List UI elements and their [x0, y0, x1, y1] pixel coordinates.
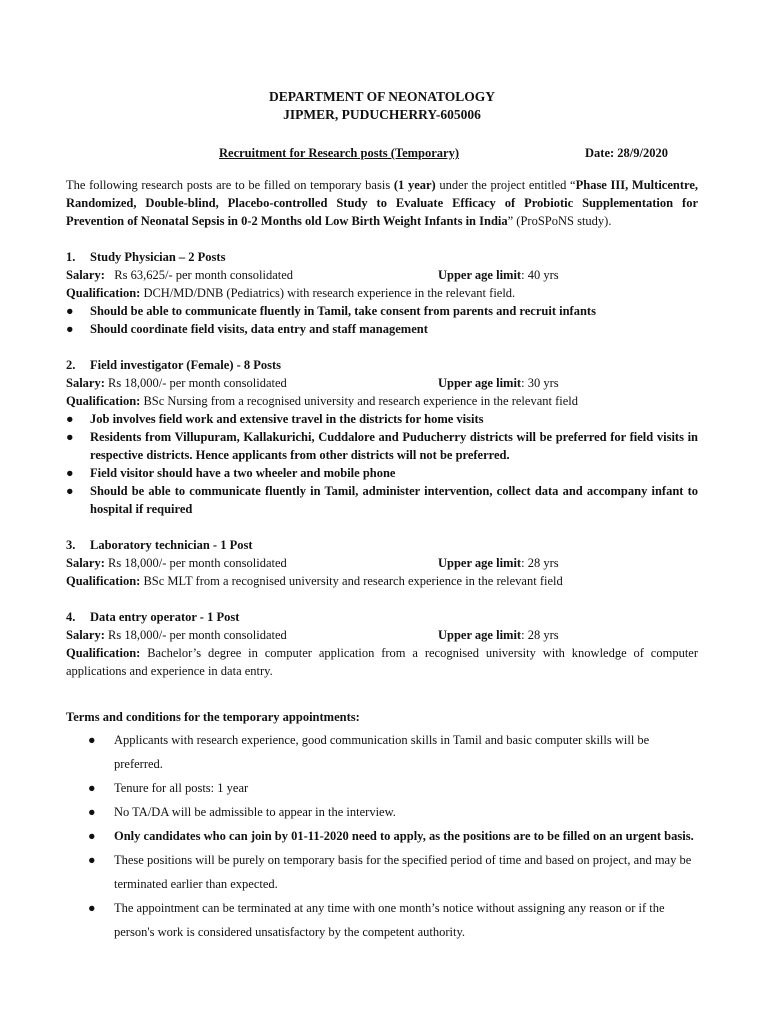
salary-value: Rs 18,000/- per month consolidated — [108, 556, 287, 570]
post-section-field-investigator — [66, 356, 698, 518]
department-name: DEPARTMENT OF NEONATOLOGY — [268, 89, 496, 104]
institute-address: JIPMER, PUDUCHERRY-605006 — [283, 107, 481, 122]
qualification-value: BSc MLT from a recognised university and research experience in the relevant field — [143, 574, 563, 588]
intro-paragraph — [66, 176, 698, 230]
terms-list — [66, 728, 698, 944]
intro-text-3: ” (ProSPoNS study). — [507, 214, 612, 228]
terms-heading: Terms and conditions for the temporary appointments: — [66, 710, 360, 724]
bullet-icon: ● — [66, 430, 74, 444]
list-item-text: Should coordinate field visits, data entry and staff management — [90, 322, 428, 336]
bullet-icon: ● — [88, 853, 96, 867]
bullet-icon: ● — [88, 901, 96, 915]
age-limit — [438, 266, 559, 284]
age-label: Upper age limit — [438, 556, 522, 570]
post-number: 1. — [66, 250, 76, 264]
list-item — [66, 848, 698, 896]
bullet-icon: ● — [66, 412, 74, 426]
list-item — [66, 824, 698, 848]
list-item-text: Should be able to communicate fluently in Tamil, administer intervention, collect data and accompany infant to hospital if required — [90, 484, 698, 516]
qualification-label: Qualification: — [66, 286, 141, 300]
list-item — [66, 896, 698, 944]
list-item — [66, 464, 698, 482]
post-title: Laboratory technician - 1 Post — [90, 538, 253, 552]
bullet-icon: ● — [88, 805, 96, 819]
age-value: : 28 yrs — [521, 556, 559, 570]
list-item-text: These positions will be purely on temporary basis for the specified period of time and based on project, and may be terminated earlier than expected. — [114, 853, 692, 891]
qualification-value: BSc Nursing from a recognised university and research experience in the relevant field — [143, 394, 578, 408]
qualification-label: Qualification: — [66, 574, 141, 588]
post-number: 4. — [66, 610, 76, 624]
age-limit — [438, 554, 559, 572]
list-item-text: Job involves field work and extensive travel in the districts for home visits — [90, 412, 484, 426]
qualification-row — [66, 644, 698, 680]
age-limit — [438, 374, 559, 392]
qualification-label: Qualification: — [66, 394, 141, 408]
list-item — [66, 776, 698, 800]
project-title: Phase III, Multicentre, Randomized, Double-blind, Placebo-controlled Study to Evaluate Efficacy of Probiotic Supplementation for Prevention of Neonatal Sepsis in 0-2 Months old Low Birth Weight Infants in India — [66, 178, 698, 228]
salary-value: Rs 18,000/- per month consolidated — [108, 376, 287, 390]
bullet-icon: ● — [88, 829, 96, 843]
post-number: 2. — [66, 358, 76, 372]
post-heading — [66, 608, 698, 626]
intro-text-1: The following research posts are to be filled on temporary basis — [66, 178, 394, 192]
salary-value: Rs 18,000/- per month consolidated — [108, 628, 287, 642]
intro-text-2: under the project entitled “ — [435, 178, 576, 192]
age-limit — [438, 626, 559, 644]
qualification-value: Bachelor’s degree in computer application from a recognised university with knowledge of computer applications and experience in data entry. — [66, 646, 699, 678]
list-item-text: No TA/DA will be admissible to appear in the interview. — [114, 805, 396, 819]
post-heading — [66, 356, 698, 374]
recruitment-row — [66, 144, 698, 162]
salary-row — [66, 266, 698, 284]
duty-list — [66, 410, 698, 518]
post-heading — [66, 248, 698, 266]
bullet-icon: ● — [66, 466, 74, 480]
salary-row — [66, 554, 698, 572]
qualification-row — [66, 284, 698, 302]
age-value: : 28 yrs — [521, 628, 559, 642]
post-heading — [66, 536, 698, 554]
recruitment-title: Recruitment for Research posts (Temporary) — [219, 146, 459, 160]
age-label: Upper age limit — [438, 628, 522, 642]
list-item — [66, 482, 698, 518]
bullet-icon: ● — [88, 781, 96, 795]
salary-row — [66, 626, 698, 644]
document-page — [66, 88, 698, 944]
list-item-text: Residents from Villupuram, Kallakurichi, Cuddalore and Puducherry districts will be preferred for field visits in respective districts. Hence applicants from other districts will not be preferred. — [90, 430, 698, 462]
salary-label: Salary: — [66, 376, 105, 390]
qualification-row — [66, 392, 698, 410]
list-item — [66, 320, 698, 338]
qualification-label: Qualification: — [66, 646, 141, 660]
list-item — [66, 800, 698, 824]
post-title: Data entry operator - 1 Post — [90, 610, 240, 624]
list-item-text: Tenure for all posts: 1 year — [114, 781, 249, 795]
list-item — [66, 428, 698, 464]
list-item-text: The appointment can be terminated at any time with one month’s notice without assigning any reason or if the person's work is considered unsatisfactory by the competent authority. — [114, 901, 665, 939]
age-label: Upper age limit — [438, 268, 522, 282]
age-value: : 30 yrs — [521, 376, 559, 390]
salary-label: Salary: — [66, 268, 105, 282]
post-number: 3. — [66, 538, 76, 552]
post-section-data-entry-operator — [66, 608, 698, 680]
list-item-text: Only candidates who can join by 01-11-2020 need to apply, as the positions are to be filled on an urgent basis. — [114, 829, 694, 843]
age-label: Upper age limit — [438, 376, 522, 390]
intro-duration: (1 year) — [393, 178, 436, 192]
bullet-icon: ● — [66, 322, 74, 336]
post-section-study-physician — [66, 248, 698, 338]
bullet-icon: ● — [66, 304, 74, 318]
list-item-text: Should be able to communicate fluently in Tamil, take consent from parents and recruit infants — [90, 304, 596, 318]
document-header — [66, 88, 698, 124]
duty-list — [66, 302, 698, 338]
list-item — [66, 728, 698, 776]
list-item — [66, 302, 698, 320]
notice-date: Date: 28/9/2020 — [585, 146, 668, 160]
list-item — [66, 410, 698, 428]
post-section-lab-technician — [66, 536, 698, 590]
bullet-icon: ● — [88, 733, 96, 747]
salary-value: Rs 63,625/- per month consolidated — [114, 268, 294, 282]
age-value: : 40 yrs — [521, 268, 559, 282]
qualification-row — [66, 572, 698, 590]
list-item-text: Applicants with research experience, good communication skills in Tamil and basic computer skills will be preferred. — [114, 733, 650, 771]
salary-label: Salary: — [66, 628, 105, 642]
qualification-value: DCH/MD/DNB (Pediatrics) with research experience in the relevant field. — [143, 286, 516, 300]
post-title: Study Physician – 2 Posts — [90, 250, 226, 264]
bullet-icon: ● — [66, 484, 74, 498]
salary-label: Salary: — [66, 556, 105, 570]
post-title: Field investigator (Female) - 8 Posts — [90, 358, 282, 372]
salary-row — [66, 374, 698, 392]
terms-section — [66, 708, 698, 944]
list-item-text: Field visitor should have a two wheeler and mobile phone — [90, 466, 396, 480]
